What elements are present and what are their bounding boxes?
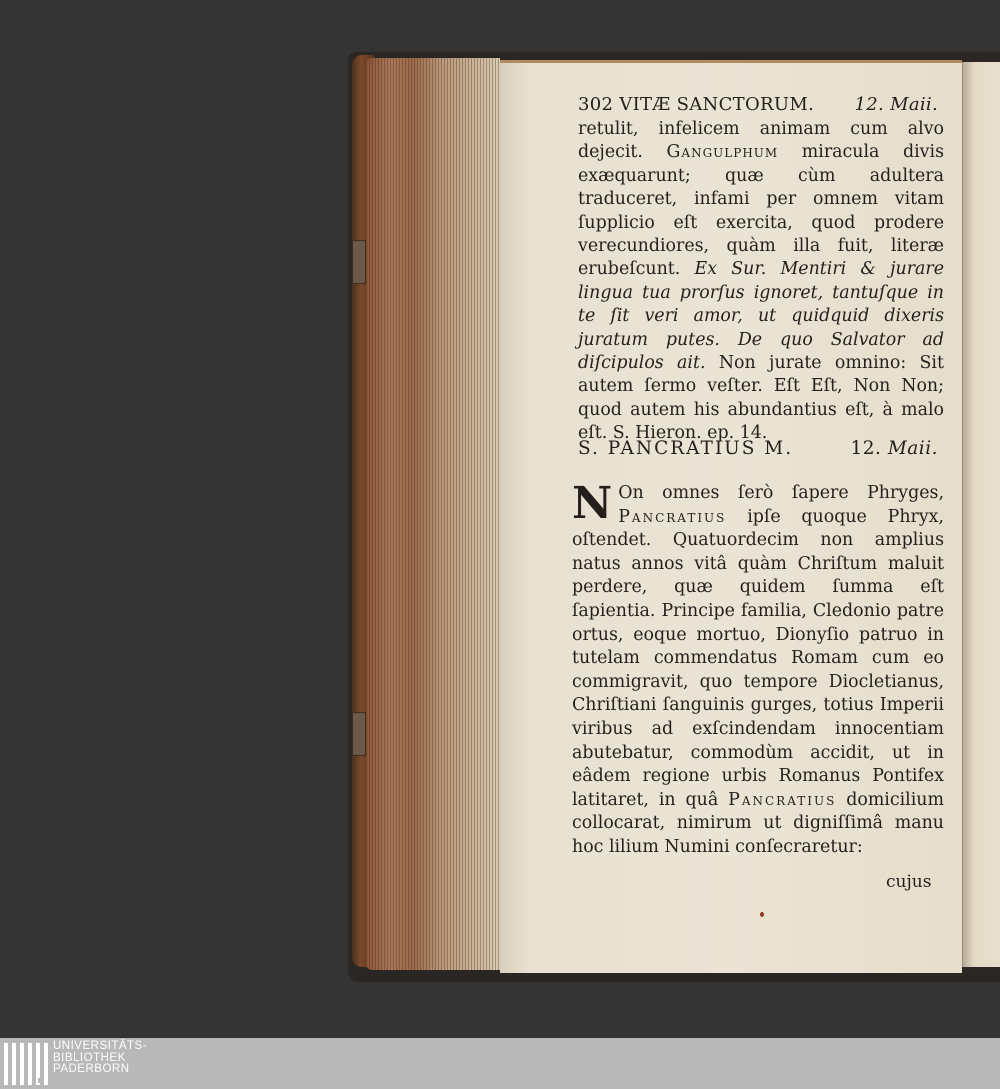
paragraph-mentiri [578, 118, 944, 446]
clasp-top [352, 240, 366, 284]
running-header [578, 94, 938, 115]
section-date-number: 12. [850, 438, 882, 459]
paragraph-pancratius-text [572, 478, 944, 857]
para2-run: domicilium collocarat, nimirum ut digniſſimâ manu hoc lilium Numini conſecraretur: [572, 789, 944, 857]
drop-cap: N [572, 478, 613, 529]
logo-dot [38, 1078, 43, 1083]
page-number: 302 [578, 94, 614, 115]
paper-speck [760, 912, 764, 917]
section-title: S. PANCRATIUS M. [578, 438, 794, 459]
para1-run: Non jurate omnino: Sit autem ſermo veſter. Eſt Eſt, Non Non; quod autem his abundantius eſt, à malo eſt. S. Hieron. ep. 14. [578, 353, 944, 444]
para1-run: retulit, infelicem animam cum alvo dejecit. [578, 119, 944, 163]
section-date-month: Maii. [887, 438, 938, 459]
library-line-1: UNIVERSITÄTS- [53, 1040, 148, 1052]
library-name [53, 1041, 147, 1076]
library-line-2: BIBLIOTHEK [53, 1051, 126, 1064]
para2-run: On omnes ſerò ſapere Phryges, [618, 483, 944, 503]
section-date [851, 438, 939, 459]
library-line-3: PADERBORN [53, 1063, 130, 1075]
section-heading [578, 438, 938, 459]
para1-run: Gangulphum [666, 142, 779, 163]
catchword: cujus [886, 872, 932, 892]
para1-run: Ex Sur. [694, 259, 767, 280]
para2-run: Pancratius [618, 506, 727, 527]
paragraph-pancratius [572, 478, 944, 860]
page-edges [366, 58, 500, 970]
facing-page-edge [962, 62, 1000, 967]
para1-run: miracula divis exæquarunt; quæ cùm adultera traduceret, infami per omnem vitam ſupplicio eſt exercita, quod prodere verecundiores, quàm illa fuit, literæ erubeſcunt. [578, 142, 944, 280]
para2-run: ipſe quoque Phryx, oſtendet. Quatuordecim non amplius natus annos vitâ quàm Chriſtum maluit perdere, quæ quidem ſumma eſt ſapientia. Principe familia, Cledonio patre ortus, eoque mortuo, Dionyſio patruo in tutelam commendatus Romam cum eo commigravit, quo tempore Diocletianus, Chriſtiani ſanguinis gurges, totius Imperii viribus ad exſcindendam innocentiam abutebatur, commodùm accidit, ut in eâdem regione urbis Romanus Pontifex latitaret, in quâ [572, 506, 944, 810]
para2-run: Pancratius [728, 789, 837, 810]
para1-run: Mentiri & jurare lingua tua prorſus ignoret, tantuſque in te ſit veri amor, ut quidquid dixeris juratum putes. De quo Salvator ad diſcipulos ait. [578, 259, 944, 374]
running-title: VITÆ SANCTORUM. [619, 94, 815, 115]
clasp-bottom [352, 712, 366, 756]
running-date: 12. Maii. [854, 94, 938, 115]
footer-band [0, 1038, 1000, 1089]
